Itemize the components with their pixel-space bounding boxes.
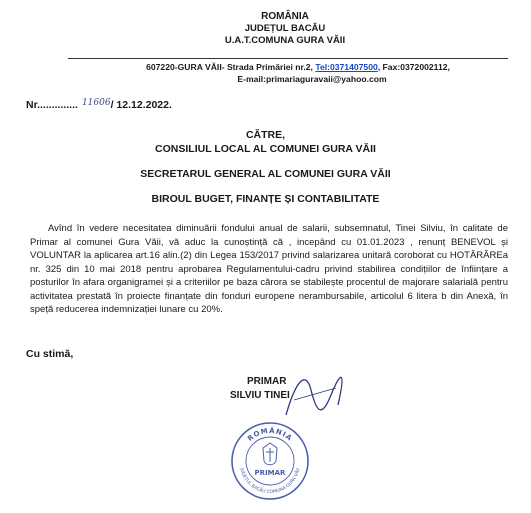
- signatory-name: SILVIU TINEI: [230, 390, 290, 401]
- signatory-title: PRIMAR: [247, 376, 287, 387]
- addressee-budget-office: BIROUL BUGET, FINANȚE ȘI CONTABILITATE: [151, 193, 380, 205]
- header-address-text: 607220-GURA VĂII- Strada Primăriei nr.2,: [146, 62, 316, 72]
- header-institution: U.A.T.COMUNA GURA VĂII: [224, 35, 346, 46]
- header-fax: , Fax:0372002112,: [377, 62, 450, 72]
- nr-date: / 12.12.2022.: [110, 99, 172, 111]
- phone-link[interactable]: Tel:0371407500: [315, 62, 378, 72]
- header-county: JUDEȚUL BACĂU: [244, 23, 326, 34]
- closing-greeting: Cu stimă,: [26, 348, 74, 360]
- header-email: E-mail:primariaguravaii@yahoo.com: [237, 74, 387, 84]
- header-country: ROMÂNIA: [261, 11, 309, 22]
- stamp-center-label: PRIMAR: [254, 469, 286, 477]
- header-divider: [68, 58, 508, 59]
- addressee-secretary: SECRETARUL GENERAL AL COMUNEI GURA VĂII: [140, 168, 391, 180]
- body-paragraph: Avînd în vedere necesitatea diminuării fondului anual de salarii, subsemnatul, Tinei Silviu, în calitate de Primar al comunei Gura Văii, vă aduc la cunoștință că , incepând cu 01.01.2023 , renunț BENEVOL și VOLUNTAR la aplicarea art.16 alin.(2) din Legea 153/2017 privind salarizarea unitară coroborat cu HOTĂRÂREa nr. 325 din 10 mai 2018 pentru aprobarea Regulamentului-cadru privind stabilirea condițiilor de înființare a posturilor în afara organigramei și a criteriilor pe baza cărora se stabilește procentul de majorare salarială pentru activitatea prestată în proiecte finanțate din fonduri europene nerambursabile, articolul 6 litera b din Anexă, în speță reducerea indemnizației lunare cu 20%.: [30, 223, 508, 315]
- nr-label: Nr..............: [26, 99, 78, 111]
- official-stamp: [230, 421, 310, 501]
- stamp-bottom-text: JUDEȚUL BACĂU COMUNA GURA VĂII: [238, 467, 302, 496]
- svg-text:ROMÂNIA: [246, 426, 294, 443]
- stamp-top-text: ROMÂNIA: [246, 426, 294, 443]
- registration-number: [26, 99, 172, 111]
- addressee-local-council: CONSILIUL LOCAL AL COMUNEI GURA VĂII: [155, 143, 376, 155]
- addressee-intro: CĂTRE,: [245, 129, 286, 141]
- coat-of-arms-icon: [263, 443, 277, 465]
- handwritten-signature: [276, 360, 356, 430]
- header-address: [88, 62, 508, 73]
- nr-handwritten: 11606: [81, 98, 111, 108]
